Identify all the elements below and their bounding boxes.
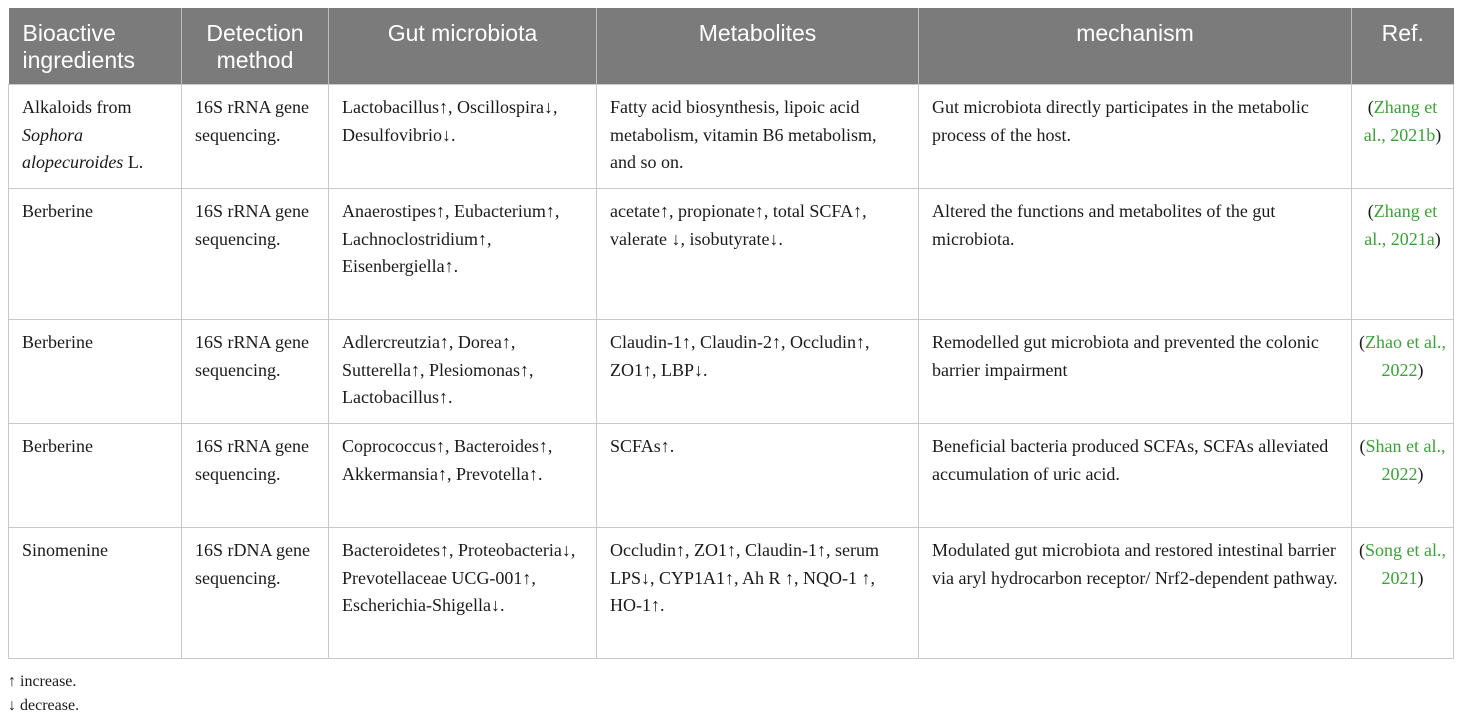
cell-ingredient — [9, 528, 182, 659]
cell-method: 16S rRNA gene sequencing. — [182, 189, 329, 320]
ref-paren-close: ) — [1434, 228, 1441, 249]
cell-metabolites: SCFAs↑. — [597, 424, 919, 528]
cell-metabolites: acetate↑, propionate↑, total SCFA↑, valerate ↓, isobutyrate↓. — [597, 189, 919, 320]
footnote-increase: ↑ increase. — [8, 673, 77, 690]
table-row — [9, 528, 1454, 659]
cell-microbiota: Lactobacillus↑, Oscillospira↓, Desulfovibrio↓. — [329, 85, 597, 189]
header-gut-microbiota: Gut microbiota — [329, 8, 597, 85]
cell-microbiota: Coprococcus↑, Bacteroides↑, Akkermansia↑, Prevotella↑. — [329, 424, 597, 528]
data-table — [8, 8, 1454, 659]
cell-mechanism: Modulated gut microbiota and restored intestinal barrier via aryl hydrocarbon receptor/ Nrf2-dependent pathway. — [919, 528, 1352, 659]
cell-ingredient — [9, 424, 182, 528]
cell-method: 16S rRNA gene sequencing. — [182, 424, 329, 528]
header-bioactive-ingredients: Bioactive ingredients — [9, 8, 182, 85]
table-row — [9, 189, 1454, 320]
cell-microbiota: Anaerostipes↑, Eubacterium↑, Lachnoclostridium↑, Eisenbergiella↑. — [329, 189, 597, 320]
table-row — [9, 85, 1454, 189]
cell-metabolites: Claudin-1↑, Claudin-2↑, Occludin↑, ZO1↑, LBP↓. — [597, 320, 919, 424]
ingredient-suffix: L. — [123, 152, 144, 173]
cell-microbiota: Adlercreutzia↑, Dorea↑, Sutterella↑, Plesiomonas↑, Lactobacillus↑. — [329, 320, 597, 424]
cell-ref — [1352, 320, 1454, 424]
ref-paren-open: ( — [1367, 201, 1374, 221]
footnote-decrease: ↓ decrease. — [8, 697, 80, 714]
cell-method: 16S rDNA gene sequencing. — [182, 528, 329, 659]
cell-mechanism: Altered the functions and metabolites of the gut microbiota. — [919, 189, 1352, 320]
table-row — [9, 424, 1454, 528]
cell-ingredient — [9, 320, 182, 424]
ref-link[interactable]: Zhang et al., 2021a — [1364, 201, 1438, 249]
ingredient-species: Sophora alopecuroides — [22, 124, 124, 173]
ingredient-text: Berberine — [22, 436, 93, 456]
cell-ingredient — [9, 85, 182, 189]
cell-mechanism: Remodelled gut microbiota and prevented the colonic barrier impairment — [919, 320, 1352, 424]
cell-ingredient — [9, 189, 182, 320]
ingredient-text: Alkaloids from — [22, 97, 132, 117]
cell-ref — [1352, 85, 1454, 189]
ref-paren-open: ( — [1359, 540, 1365, 560]
ref-paren-close: ) — [1417, 359, 1424, 380]
header-metabolites: Metabolites — [597, 8, 919, 85]
cell-metabolites: Occludin↑, ZO1↑, Claudin-1↑, serum LPS↓, CYP1A1↑, Ah R ↑, NQO-1 ↑, HO-1↑. — [597, 528, 919, 659]
ingredient-text: Sinomenine — [22, 540, 108, 560]
header-detection-method: Detection method — [182, 8, 329, 85]
ref-paren-open: ( — [1359, 332, 1366, 352]
cell-ref — [1352, 189, 1454, 320]
cell-ref — [1352, 528, 1454, 659]
ref-paren-open: ( — [1367, 97, 1374, 117]
header-ref: Ref. — [1352, 8, 1454, 85]
cell-method: 16S rRNA gene sequencing. — [182, 320, 329, 424]
cell-ref — [1352, 424, 1454, 528]
ref-link[interactable]: Song et al., 2021 — [1365, 540, 1446, 588]
table-header-row — [9, 8, 1454, 85]
ref-paren-close: ) — [1417, 567, 1424, 588]
ref-link[interactable]: Zhang et al., 2021b — [1363, 97, 1438, 145]
cell-mechanism: Beneficial bacteria produced SCFAs, SCFAs alleviated accumulation of uric acid. — [919, 424, 1352, 528]
cell-metabolites: Fatty acid biosynthesis, lipoic acid metabolism, vitamin B6 metabolism, and so on. — [597, 85, 919, 189]
cell-mechanism: Gut microbiota directly participates in the metabolic process of the host. — [919, 85, 1352, 189]
ref-paren-open: ( — [1359, 436, 1366, 456]
ref-paren-close: ) — [1435, 124, 1442, 145]
ingredient-text: Berberine — [22, 201, 93, 221]
cell-method: 16S rRNA gene sequencing. — [182, 85, 329, 189]
header-mechanism: mechanism — [919, 8, 1352, 85]
table-row — [9, 320, 1454, 424]
cell-microbiota: Bacteroidetes↑, Proteobacteria↓, Prevotellaceae UCG-001↑, Escherichia-Shigella↓. — [329, 528, 597, 659]
ingredient-text: Berberine — [22, 332, 93, 352]
ref-link[interactable]: Shan et al., 2022 — [1365, 436, 1446, 484]
ref-paren-close: ) — [1417, 463, 1424, 484]
ref-link[interactable]: Zhao et al., 2022 — [1365, 332, 1446, 380]
